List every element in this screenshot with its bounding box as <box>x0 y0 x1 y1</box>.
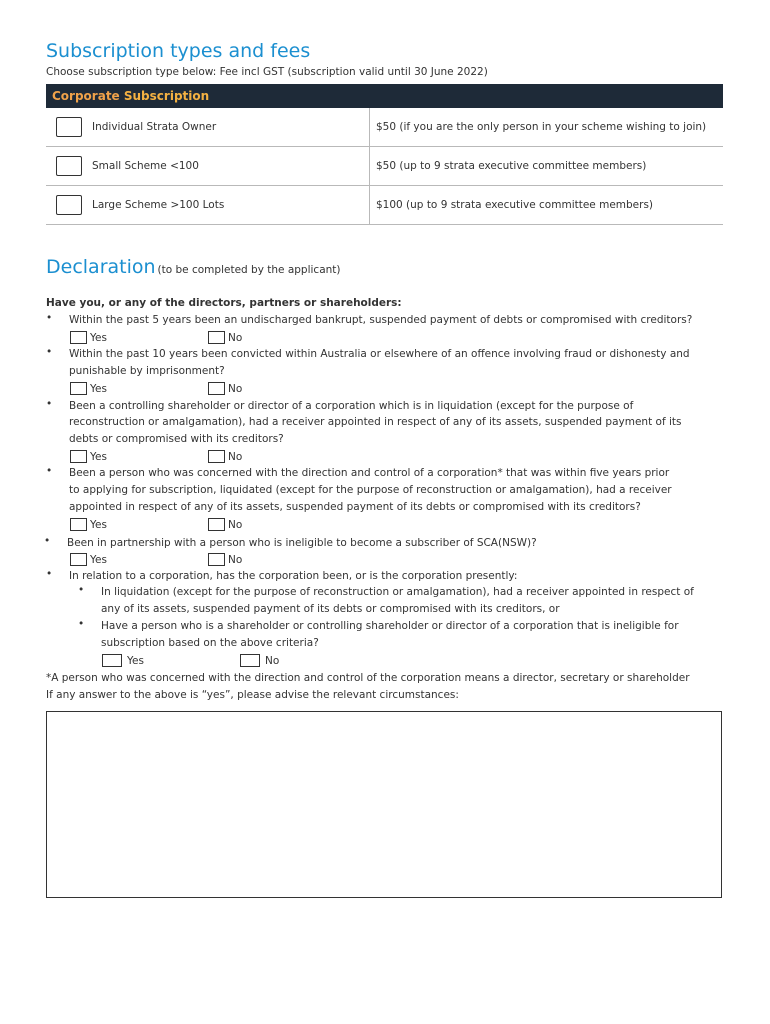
advise-instruction: If any answer to the above is “yes”, please advise the relevant circumstances: <box>46 689 459 701</box>
q6-yes-checkbox[interactable] <box>102 654 122 667</box>
q1-no-option[interactable] <box>208 331 242 344</box>
checkbox-individual[interactable] <box>56 117 82 137</box>
q2-no-checkbox[interactable] <box>208 382 225 395</box>
table-row <box>46 186 723 225</box>
subscription-table <box>46 84 723 225</box>
q3-yes-checkbox[interactable] <box>70 450 87 463</box>
q4-no-checkbox[interactable] <box>208 518 225 531</box>
q2-no-option[interactable] <box>208 382 242 395</box>
question-4-line-2: to applying for subscription, liquidated (except for the purpose of reconstruction or amalgamation), had a receiver <box>69 484 672 496</box>
table-row <box>46 147 723 186</box>
bullet: • <box>46 568 53 580</box>
no-label: No <box>228 518 243 531</box>
question-6a-line-2: any of its assets, suspended payment of its debts or compromised with its creditors, or <box>101 603 560 615</box>
question-5: Been in partnership with a person who is ineligible to become a subscriber of SCA(NSW)? <box>67 537 537 549</box>
fee-label: $50 (if you are the only person in your scheme wishing to join) <box>370 108 724 147</box>
question-3-line-1: Been a controlling shareholder or director of a corporation which is in liquidation (except for the purpose of <box>69 400 634 412</box>
no-label: No <box>265 654 280 667</box>
sub-bullet: • <box>78 618 85 630</box>
bullet: • <box>44 535 51 547</box>
header-label-strong: Subscription <box>123 89 210 103</box>
type-label: Individual Strata Owner <box>92 121 217 133</box>
checkbox-small-scheme[interactable] <box>56 156 82 176</box>
q3-yes-option[interactable] <box>70 450 107 463</box>
subscription-title: Subscription types and fees <box>46 40 311 62</box>
q5-no-checkbox[interactable] <box>208 553 225 566</box>
q6-no-option[interactable] <box>240 654 279 667</box>
q6-no-checkbox[interactable] <box>240 654 260 667</box>
question-1: Within the past 5 years been an undischarged bankrupt, suspended payment of debts or compromised with creditors? <box>69 314 693 326</box>
q1-yes-checkbox[interactable] <box>70 331 87 344</box>
type-label: Small Scheme <100 <box>92 160 199 172</box>
circumstances-textarea[interactable] <box>46 711 722 898</box>
bullet: • <box>46 312 53 324</box>
checkbox-large-scheme[interactable] <box>56 195 82 215</box>
yes-label: Yes <box>90 382 107 395</box>
q4-no-option[interactable] <box>208 518 242 531</box>
declaration-title: Declaration <box>46 256 156 278</box>
declaration-note: (to be completed by the applicant) <box>157 264 341 276</box>
q3-no-checkbox[interactable] <box>208 450 225 463</box>
question-6b-line-2: subscription based on the above criteria? <box>101 637 319 649</box>
q2-yes-option[interactable] <box>70 382 107 395</box>
yes-label: Yes <box>127 654 144 667</box>
q5-no-option[interactable] <box>208 553 242 566</box>
q5-yes-checkbox[interactable] <box>70 553 87 566</box>
bullet: • <box>46 465 53 477</box>
declaration-heading <box>46 256 341 278</box>
yes-label: Yes <box>90 450 107 463</box>
q4-yes-option[interactable] <box>70 518 107 531</box>
no-label: No <box>228 553 243 566</box>
yes-label: Yes <box>90 518 107 531</box>
q3-no-option[interactable] <box>208 450 242 463</box>
q5-yes-option[interactable] <box>70 553 107 566</box>
q4-yes-checkbox[interactable] <box>70 518 87 531</box>
q1-no-checkbox[interactable] <box>208 331 225 344</box>
sub-bullet: • <box>78 584 85 596</box>
declaration-intro: Have you, or any of the directors, partners or shareholders: <box>46 297 402 309</box>
no-label: No <box>228 382 243 395</box>
no-label: No <box>228 450 243 463</box>
q2-yes-checkbox[interactable] <box>70 382 87 395</box>
yes-label: Yes <box>90 553 107 566</box>
bullet: • <box>46 346 53 358</box>
footnote: *A person who was concerned with the direction and control of the corporation means a director, secretary or shareholder <box>46 672 690 684</box>
question-3-line-3: debts or compromised with its creditors? <box>69 433 284 445</box>
bullet: • <box>46 398 53 410</box>
question-4-line-3: appointed in respect of any of its assets, suspended payment of its debts or compromised with its creditors? <box>69 501 641 513</box>
question-6b-line-1: Have a person who is a shareholder or controlling shareholder or director of a corporation that is ineligible for <box>101 620 679 632</box>
question-6a-line-1: In liquidation (except for the purpose of reconstruction or amalgamation), had a receiver appointed in respect of <box>101 586 694 598</box>
fee-label: $100 (up to 9 strata executive committee members) <box>370 186 724 225</box>
header-label: Corporate <box>52 89 124 103</box>
q1-yes-option[interactable] <box>70 331 107 344</box>
q6-yes-option[interactable] <box>102 654 144 667</box>
question-6: In relation to a corporation, has the corporation been, or is the corporation presently: <box>69 570 518 582</box>
yes-label: Yes <box>90 331 107 344</box>
no-label: No <box>228 331 243 344</box>
question-4-line-1: Been a person who was concerned with the direction and control of a corporation* that was within five years prior <box>69 467 670 479</box>
type-label: Large Scheme >100 Lots <box>92 199 225 211</box>
question-2-line-1: Within the past 10 years been convicted within Australia or elsewhere of an offence involving fraud or dishonesty and <box>69 348 690 360</box>
table-row <box>46 108 723 147</box>
subscription-subtitle: Choose subscription type below: Fee incl GST (subscription valid until 30 June 2022) <box>46 66 488 78</box>
fee-label: $50 (up to 9 strata executive committee members) <box>370 147 724 186</box>
question-2-line-2: punishable by imprisonment? <box>69 365 225 377</box>
subscription-table-header <box>46 84 723 108</box>
question-3-line-2: reconstruction or amalgamation), had a receiver appointed in respect of any of its assets, suspended payment of its <box>69 416 682 428</box>
